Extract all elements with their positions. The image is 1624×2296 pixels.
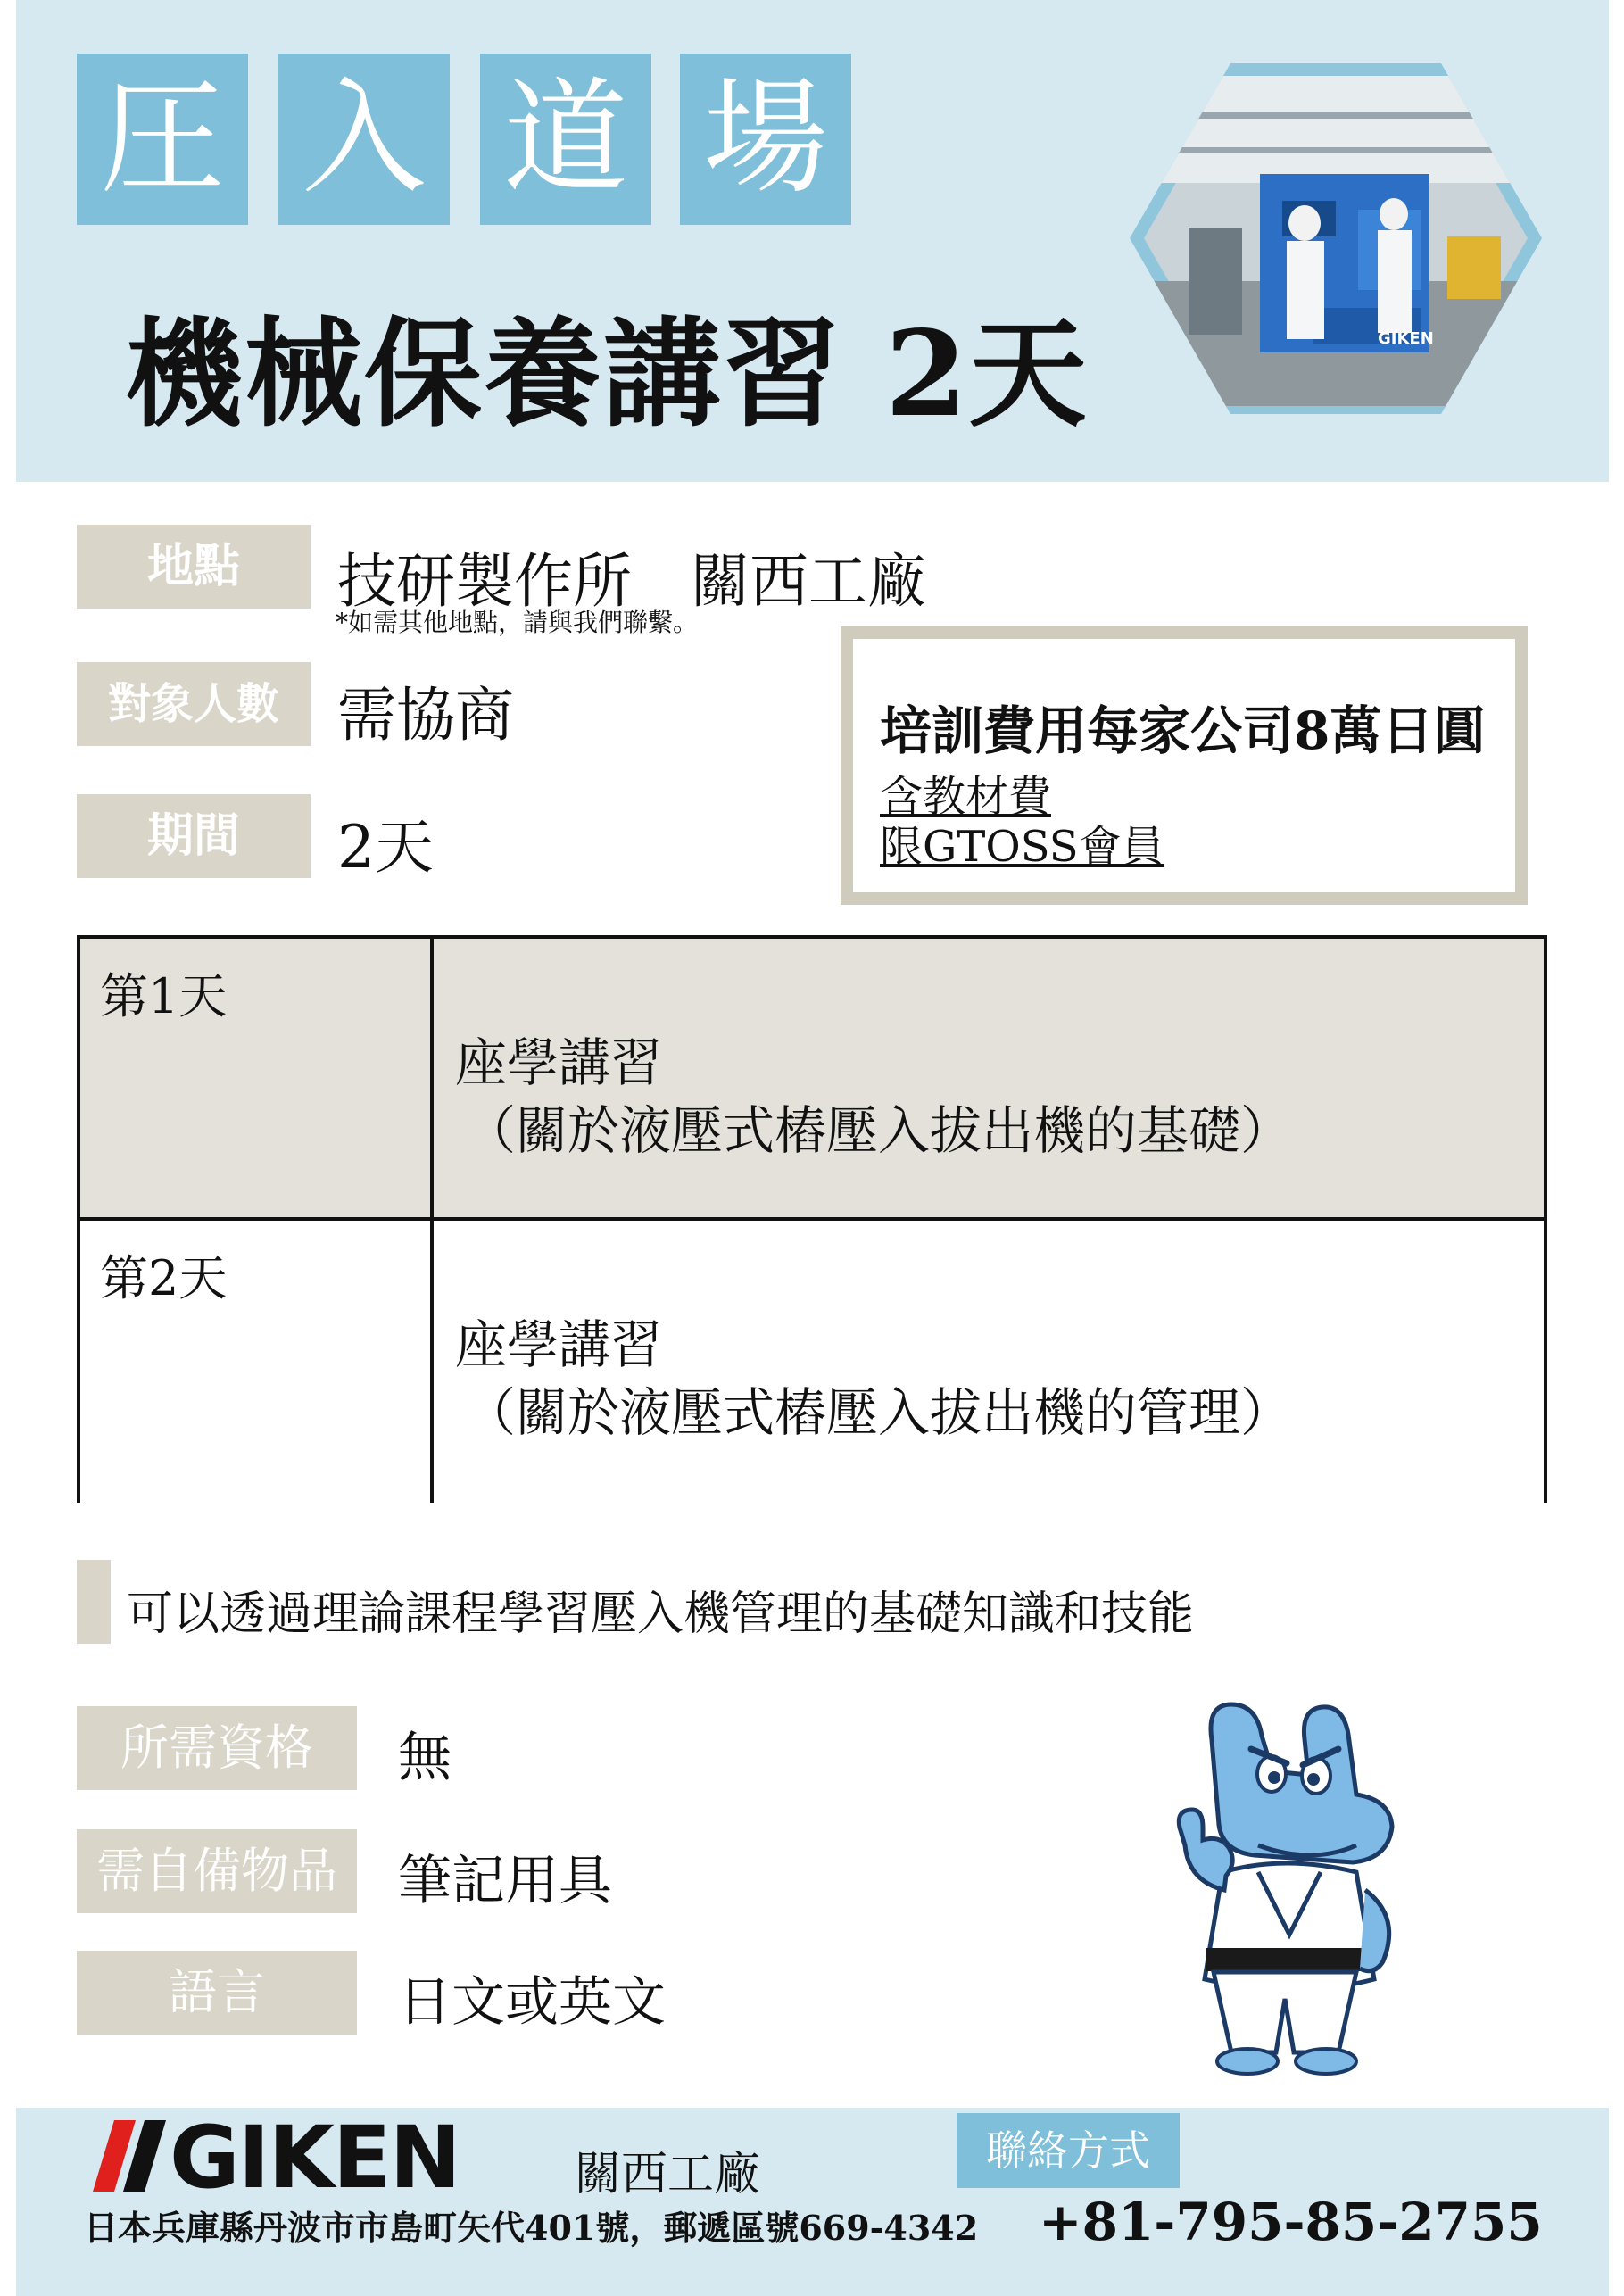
period-label: 期間 [77, 794, 311, 878]
location-value: 技研製作所 關西工廠 [337, 547, 926, 616]
day-label: 第1天 [100, 968, 228, 1024]
contact-label: 聯絡方式 [957, 2113, 1180, 2188]
header-photo [1126, 58, 1545, 419]
table-row [80, 1221, 1544, 1503]
summary-accent-bar [77, 1560, 111, 1644]
location-note: *如需其他地點，請與我們聯繫。 [336, 608, 699, 637]
course-type: 座學講習 [455, 1032, 663, 1093]
title-char-3: 道 [480, 54, 651, 225]
items-to-bring-value: 筆記用具 [398, 1850, 612, 1912]
giken-logo-text: GIKEN [170, 2108, 460, 2208]
qualification-label: 所需資格 [77, 1706, 357, 1790]
factory-name: 關西工廠 [575, 2148, 761, 2201]
phone-number[interactable]: +81-795-85-2755 [1039, 2192, 1543, 2252]
participants-label: 對象人數 [77, 662, 311, 746]
schedule-table [77, 935, 1547, 1503]
mascot-illustration [1151, 1694, 1419, 2086]
fee-members-only: 限GTOSS會員 [880, 822, 1164, 872]
title-char-4: 場 [680, 54, 851, 225]
fee-box [841, 626, 1528, 905]
location-label: 地點 [77, 525, 311, 609]
fee-includes: 含教材費 [880, 772, 1052, 822]
summary-text: 可以透過理論課程學習壓入機管理的基礎知識和技能 [127, 1587, 1195, 1641]
address: 日本兵庫縣丹波市市島町矢代401號，郵遞區號669-4342 [84, 2208, 979, 2248]
language-value: 日文或英文 [398, 1971, 666, 2034]
language-label: 語言 [77, 1951, 357, 2035]
day-cell [80, 939, 434, 1217]
day-cell [80, 1221, 434, 1503]
table-row [80, 939, 1544, 1221]
course-topic: （關於液壓式樁壓入拔出機的管理） [464, 1382, 1293, 1443]
course-type: 座學講習 [455, 1314, 663, 1375]
day-label: 第2天 [100, 1250, 228, 1306]
title-char-2: 入 [278, 54, 450, 225]
period-value: 2天 [337, 813, 434, 882]
participants-value: 需協商 [337, 681, 514, 750]
course-topic: （關於液壓式樁壓入拔出機的基礎） [464, 1100, 1293, 1161]
photo-badge: GIKEN [1378, 329, 1434, 348]
title-char-1: 圧 [77, 54, 248, 225]
qualification-value: 無 [398, 1727, 452, 1789]
giken-logo-mark [89, 2115, 170, 2197]
fee-main: 培訓費用每家公司8萬日圓 [880, 700, 1486, 761]
items-to-bring-label: 需自備物品 [77, 1829, 357, 1913]
course-title: 機械保養講習 2天 [125, 305, 1089, 443]
